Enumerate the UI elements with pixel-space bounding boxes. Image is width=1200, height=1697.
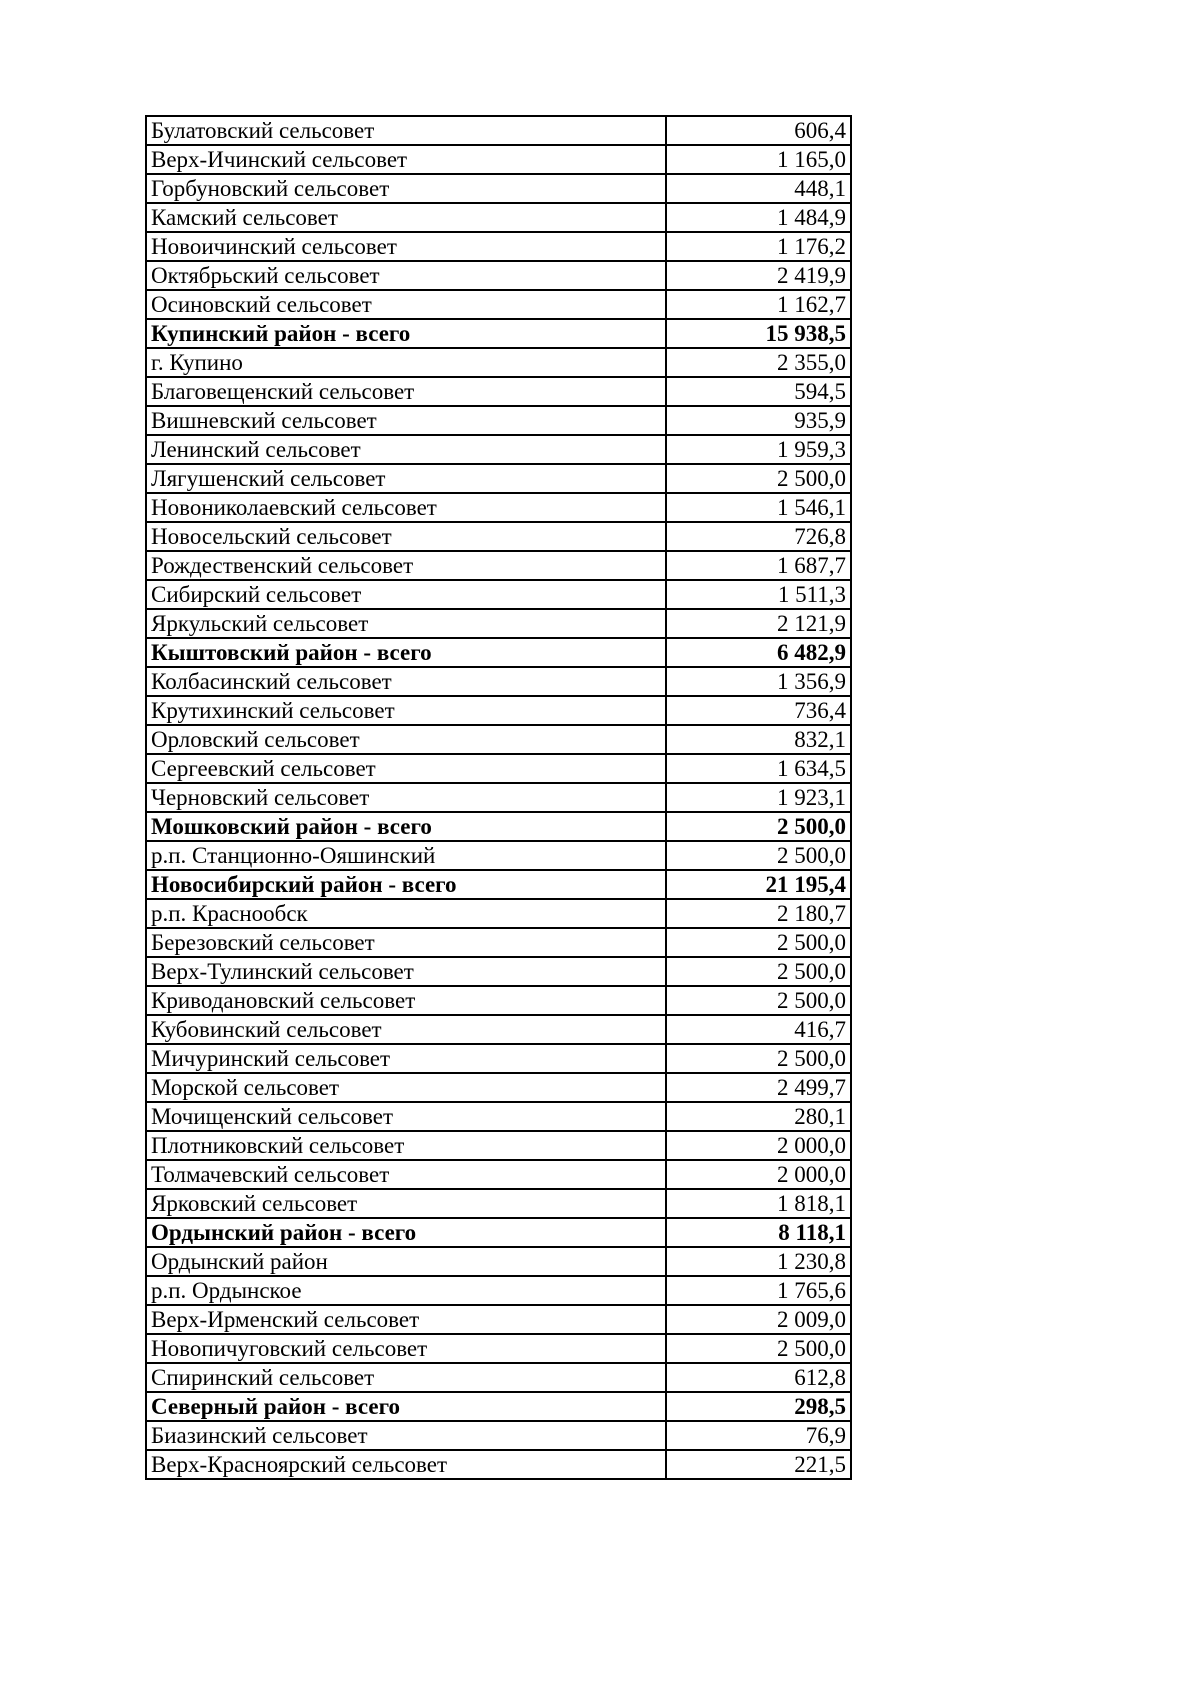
row-value-cell: 1 765,6 bbox=[666, 1276, 851, 1305]
row-value-cell: 221,5 bbox=[666, 1450, 851, 1479]
row-name-cell: Толмачевский сельсовет bbox=[146, 1160, 666, 1189]
row-value-cell: 15 938,5 bbox=[666, 319, 851, 348]
row-name-cell: р.п. Ордынское bbox=[146, 1276, 666, 1305]
table-row bbox=[146, 1189, 851, 1218]
row-value-cell: 2 009,0 bbox=[666, 1305, 851, 1334]
row-value-cell: 2 180,7 bbox=[666, 899, 851, 928]
table-row bbox=[146, 261, 851, 290]
row-value-cell: 2 355,0 bbox=[666, 348, 851, 377]
table-row bbox=[146, 899, 851, 928]
table-row bbox=[146, 464, 851, 493]
row-name-cell: Лягушенский сельсовет bbox=[146, 464, 666, 493]
row-name-cell: Сергеевский сельсовет bbox=[146, 754, 666, 783]
row-value-cell: 2 000,0 bbox=[666, 1131, 851, 1160]
row-name-cell: Новоичинский сельсовет bbox=[146, 232, 666, 261]
row-value-cell: 2 500,0 bbox=[666, 464, 851, 493]
row-value-cell: 1 356,9 bbox=[666, 667, 851, 696]
row-value-cell: 1 484,9 bbox=[666, 203, 851, 232]
table-row bbox=[146, 1073, 851, 1102]
table-row bbox=[146, 986, 851, 1015]
table-row bbox=[146, 1363, 851, 1392]
table-row bbox=[146, 725, 851, 754]
table-row bbox=[146, 1160, 851, 1189]
row-value-cell: 2 500,0 bbox=[666, 928, 851, 957]
row-name-cell: Спиринский сельсовет bbox=[146, 1363, 666, 1392]
table-row bbox=[146, 957, 851, 986]
row-name-cell: р.п. Краснообск bbox=[146, 899, 666, 928]
district-total-row bbox=[146, 812, 851, 841]
row-value-cell: 1 923,1 bbox=[666, 783, 851, 812]
row-value-cell: 2 500,0 bbox=[666, 812, 851, 841]
table-row bbox=[146, 1102, 851, 1131]
row-name-cell: Новосибирский район - всего bbox=[146, 870, 666, 899]
row-value-cell: 594,5 bbox=[666, 377, 851, 406]
table-row bbox=[146, 1276, 851, 1305]
table-row bbox=[146, 1421, 851, 1450]
row-value-cell: 832,1 bbox=[666, 725, 851, 754]
row-name-cell: Кубовинский сельсовет bbox=[146, 1015, 666, 1044]
table-row bbox=[146, 493, 851, 522]
table-row bbox=[146, 783, 851, 812]
row-name-cell: Камский сельсовет bbox=[146, 203, 666, 232]
table-row bbox=[146, 1334, 851, 1363]
row-value-cell: 1 162,7 bbox=[666, 290, 851, 319]
table-row bbox=[146, 290, 851, 319]
row-name-cell: Черновский сельсовет bbox=[146, 783, 666, 812]
row-name-cell: Ордынский район bbox=[146, 1247, 666, 1276]
table-row bbox=[146, 145, 851, 174]
table-row bbox=[146, 754, 851, 783]
row-name-cell: Осиновский сельсовет bbox=[146, 290, 666, 319]
row-name-cell: Верх-Ичинский сельсовет bbox=[146, 145, 666, 174]
row-name-cell: Кыштовский район - всего bbox=[146, 638, 666, 667]
row-value-cell: 1 176,2 bbox=[666, 232, 851, 261]
row-value-cell: 76,9 bbox=[666, 1421, 851, 1450]
row-name-cell: Булатовский сельсовет bbox=[146, 116, 666, 145]
row-name-cell: Горбуновский сельсовет bbox=[146, 174, 666, 203]
row-value-cell: 298,5 bbox=[666, 1392, 851, 1421]
row-name-cell: Мичуринский сельсовет bbox=[146, 1044, 666, 1073]
row-name-cell: Октябрьский сельсовет bbox=[146, 261, 666, 290]
row-name-cell: Березовский сельсовет bbox=[146, 928, 666, 957]
row-value-cell: 6 482,9 bbox=[666, 638, 851, 667]
district-total-row bbox=[146, 638, 851, 667]
row-value-cell: 1 165,0 bbox=[666, 145, 851, 174]
table-row bbox=[146, 232, 851, 261]
row-value-cell: 416,7 bbox=[666, 1015, 851, 1044]
table-row bbox=[146, 1131, 851, 1160]
row-value-cell: 736,4 bbox=[666, 696, 851, 725]
row-value-cell: 2 121,9 bbox=[666, 609, 851, 638]
district-total-row bbox=[146, 319, 851, 348]
table-row bbox=[146, 609, 851, 638]
row-value-cell: 606,4 bbox=[666, 116, 851, 145]
row-value-cell: 2 500,0 bbox=[666, 1044, 851, 1073]
table-row bbox=[146, 522, 851, 551]
row-name-cell: Верх-Тулинский сельсовет bbox=[146, 957, 666, 986]
row-name-cell: Купинский район - всего bbox=[146, 319, 666, 348]
row-value-cell: 1 511,3 bbox=[666, 580, 851, 609]
row-name-cell: Вишневский сельсовет bbox=[146, 406, 666, 435]
row-value-cell: 2 500,0 bbox=[666, 957, 851, 986]
table-row bbox=[146, 841, 851, 870]
row-value-cell: 1 634,5 bbox=[666, 754, 851, 783]
table-row bbox=[146, 667, 851, 696]
row-name-cell: Новониколаевский сельсовет bbox=[146, 493, 666, 522]
table-row bbox=[146, 348, 851, 377]
row-name-cell: Биазинский сельсовет bbox=[146, 1421, 666, 1450]
row-name-cell: Новопичуговский сельсовет bbox=[146, 1334, 666, 1363]
table-row bbox=[146, 377, 851, 406]
row-value-cell: 1 818,1 bbox=[666, 1189, 851, 1218]
row-value-cell: 1 230,8 bbox=[666, 1247, 851, 1276]
row-name-cell: Новосельский сельсовет bbox=[146, 522, 666, 551]
row-name-cell: Криводановский сельсовет bbox=[146, 986, 666, 1015]
row-value-cell: 2 419,9 bbox=[666, 261, 851, 290]
row-value-cell: 448,1 bbox=[666, 174, 851, 203]
table-row bbox=[146, 1305, 851, 1334]
row-name-cell: г. Купино bbox=[146, 348, 666, 377]
row-value-cell: 8 118,1 bbox=[666, 1218, 851, 1247]
table-row bbox=[146, 203, 851, 232]
table-row bbox=[146, 1450, 851, 1479]
table-row bbox=[146, 1247, 851, 1276]
row-name-cell: Рождественский сельсовет bbox=[146, 551, 666, 580]
district-total-row bbox=[146, 1392, 851, 1421]
row-name-cell: р.п. Станционно-Ояшинский bbox=[146, 841, 666, 870]
row-name-cell: Плотниковский сельсовет bbox=[146, 1131, 666, 1160]
row-value-cell: 1 687,7 bbox=[666, 551, 851, 580]
row-name-cell: Колбасинский сельсовет bbox=[146, 667, 666, 696]
table-row bbox=[146, 174, 851, 203]
row-value-cell: 726,8 bbox=[666, 522, 851, 551]
table-row bbox=[146, 1015, 851, 1044]
budget-table bbox=[145, 115, 852, 1480]
row-value-cell: 280,1 bbox=[666, 1102, 851, 1131]
row-name-cell: Орловский сельсовет bbox=[146, 725, 666, 754]
row-value-cell: 935,9 bbox=[666, 406, 851, 435]
row-value-cell: 2 500,0 bbox=[666, 986, 851, 1015]
table-row bbox=[146, 551, 851, 580]
row-name-cell: Верх-Красноярский сельсовет bbox=[146, 1450, 666, 1479]
row-name-cell: Мочищенский сельсовет bbox=[146, 1102, 666, 1131]
row-name-cell: Ленинский сельсовет bbox=[146, 435, 666, 464]
row-name-cell: Морской сельсовет bbox=[146, 1073, 666, 1102]
row-name-cell: Верх-Ирменский сельсовет bbox=[146, 1305, 666, 1334]
table-row bbox=[146, 928, 851, 957]
row-value-cell: 2 499,7 bbox=[666, 1073, 851, 1102]
row-value-cell: 1 959,3 bbox=[666, 435, 851, 464]
table-row bbox=[146, 435, 851, 464]
district-total-row bbox=[146, 870, 851, 899]
row-value-cell: 612,8 bbox=[666, 1363, 851, 1392]
table-row bbox=[146, 116, 851, 145]
row-name-cell: Ярковский сельсовет bbox=[146, 1189, 666, 1218]
row-value-cell: 2 500,0 bbox=[666, 841, 851, 870]
district-total-row bbox=[146, 1218, 851, 1247]
row-value-cell: 21 195,4 bbox=[666, 870, 851, 899]
row-name-cell: Крутихинский сельсовет bbox=[146, 696, 666, 725]
row-name-cell: Яркульский сельсовет bbox=[146, 609, 666, 638]
row-value-cell: 1 546,1 bbox=[666, 493, 851, 522]
row-value-cell: 2 500,0 bbox=[666, 1334, 851, 1363]
table-body bbox=[146, 116, 851, 1479]
row-name-cell: Ордынский район - всего bbox=[146, 1218, 666, 1247]
row-name-cell: Благовещенский сельсовет bbox=[146, 377, 666, 406]
row-name-cell: Мошковский район - всего bbox=[146, 812, 666, 841]
table-row bbox=[146, 406, 851, 435]
table-row bbox=[146, 696, 851, 725]
row-value-cell: 2 000,0 bbox=[666, 1160, 851, 1189]
row-name-cell: Северный район - всего bbox=[146, 1392, 666, 1421]
row-name-cell: Сибирский сельсовет bbox=[146, 580, 666, 609]
table-row bbox=[146, 1044, 851, 1073]
table-row bbox=[146, 580, 851, 609]
